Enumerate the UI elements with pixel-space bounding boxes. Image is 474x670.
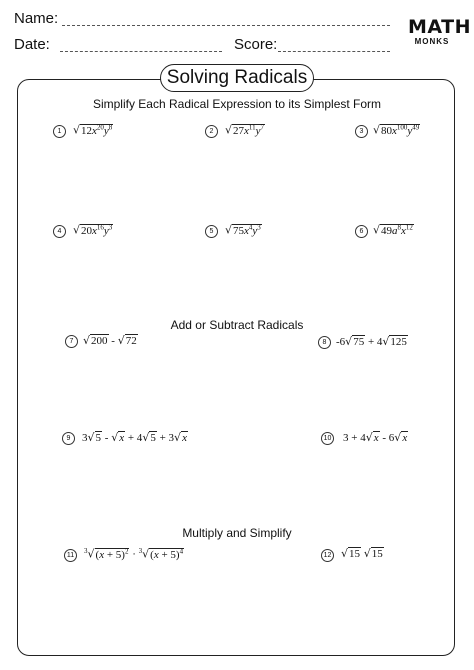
- problem-number-2: 2: [205, 125, 218, 138]
- section-heading-add-subtract: Add or Subtract Radicals: [170, 318, 304, 332]
- expression-2: $√27x^{11}y^7$: [225, 123, 265, 137]
- worksheet-frame: [17, 79, 455, 656]
- problem-number-6: 6: [355, 225, 368, 238]
- worksheet-title: Solving Radicals: [160, 64, 314, 92]
- problem-number-12: 12: [321, 549, 334, 562]
- problem-number-4: 4: [53, 225, 66, 238]
- name-label: Name:: [14, 10, 59, 27]
- name-line[interactable]: [62, 25, 390, 26]
- section-heading-multiply: Multiply and Simplify: [182, 526, 292, 540]
- logo-top-text: MATH: [408, 16, 471, 38]
- problem-number-8: 8: [318, 336, 331, 349]
- problem-number-5: 5: [205, 225, 218, 238]
- score-line[interactable]: [278, 51, 390, 52]
- expression-11: $^3√(x + 5)^2 \cdot ^3√(x + 5)^4$: [84, 547, 184, 561]
- expression-12: √15 √15: [341, 547, 383, 560]
- problem-number-1: 1: [53, 125, 66, 138]
- expression-6: $√49a^8x^{12}$: [373, 223, 413, 237]
- problem-number-9: 9: [62, 432, 75, 445]
- section-heading-simplify: Simplify Each Radical Expression to its Simplest Form: [92, 97, 382, 111]
- problem-number-3: 3: [355, 125, 368, 138]
- expression-3: $√80x^{100}y^{49}$: [373, 123, 420, 137]
- expression-4: $√20x^{16}y^3$: [73, 223, 113, 237]
- date-line[interactable]: [60, 51, 222, 52]
- problem-number-7: 7: [65, 335, 78, 348]
- problem-number-10: 10: [321, 432, 334, 445]
- problem-number-11: 11: [64, 549, 77, 562]
- expression-5: $√75x^4y^3$: [225, 223, 261, 237]
- expression-10: 3 + 4√x - 6√x: [343, 431, 408, 444]
- expression-7: √200 - √72: [83, 334, 137, 347]
- expression-9: 3√5 - √x + 4√5 + 3√x: [82, 431, 187, 444]
- math-monks-logo: [408, 16, 471, 47]
- date-label: Date:: [14, 36, 50, 53]
- expression-8: -6√75 + 4√125: [336, 335, 407, 348]
- score-label: Score:: [234, 36, 278, 53]
- expression-1: $√12x^{20}y^8$: [73, 123, 113, 137]
- logo-bottom-text: MONKS: [414, 37, 450, 46]
